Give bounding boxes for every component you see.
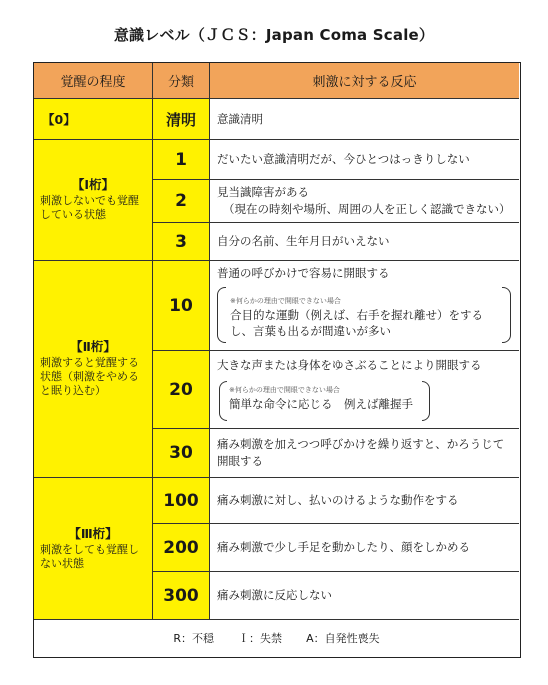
response-300 [210, 572, 519, 620]
group-2-title: 【Ⅱ桁】 [70, 339, 116, 354]
score-100: 100 [153, 478, 210, 524]
score-20: 20 [153, 351, 210, 429]
exception-note: ※何らかの理由で開眼できない場合 [229, 386, 340, 394]
response-100 [210, 478, 519, 524]
response-200 [210, 524, 519, 572]
group-2-label [34, 261, 153, 478]
group-1-title: 【Ⅰ桁】 [71, 177, 115, 192]
group-0-label: 【0】 [34, 99, 153, 140]
response-text: 痛み刺激を加えつつ呼びかけを繰り返すと、かろうじて開眼する [217, 437, 505, 468]
left-bracket [217, 287, 226, 343]
legend-apallic: A：自発性喪失 [306, 632, 380, 645]
group-3-desc: 刺激をしても覚醒しない状態 [40, 542, 139, 570]
score-3: 3 [153, 223, 210, 261]
score-10: 10 [153, 261, 210, 351]
response-text: 痛み刺激で少し手足を動かしたり、顔をしかめる [217, 540, 470, 554]
group-1-desc: 刺激しないでも覚醒している状態 [40, 194, 139, 221]
group-1-label [34, 140, 153, 261]
response-text: 痛み刺激に反応しない [217, 588, 332, 602]
response-text: 自分の名前、生年月日がいえない [217, 234, 390, 248]
legend-incontinence: Ｉ：失禁 [238, 632, 283, 645]
response-30 [210, 429, 519, 478]
right-bracket [422, 381, 430, 421]
response-3 [210, 223, 519, 261]
exception-note: ※何らかの理由で開眼できない場合 [230, 297, 341, 305]
response-subtext: （現在の時刻や場所、周囲の人を正しく認識できない） [223, 202, 511, 216]
score-30: 30 [153, 429, 210, 478]
score-2: 2 [153, 180, 210, 223]
response-2 [210, 180, 519, 223]
group-2-desc: 刺激すると覚醒する状態（刺激をやめると眠り込む） [40, 356, 139, 397]
page-title: 意識レベル（ＪＣＳ：Japan Coma Scale） [113, 26, 435, 44]
response-text: 痛み刺激に対し、払いのけるような動作をする [217, 493, 459, 507]
response-clear [210, 99, 519, 140]
response-text: だいたい意識清明だが、今ひとつはっきりしない [217, 152, 470, 166]
response-text: 普通の呼びかけで容易に開眼する [217, 266, 390, 280]
response-20 [210, 351, 519, 429]
response-10 [210, 261, 519, 351]
score-200: 200 [153, 524, 210, 572]
score-300: 300 [153, 572, 210, 620]
group-3-label [34, 478, 153, 620]
legend-restless: R：不穏 [173, 632, 215, 645]
right-bracket [502, 287, 511, 343]
jcs-table [33, 62, 521, 658]
response-text: 意識清明 [217, 111, 263, 126]
response-text: 見当識障害がある [217, 185, 309, 199]
group-3-title: 【Ⅲ桁】 [68, 525, 118, 541]
left-bracket [219, 381, 227, 421]
header-awakening: 覚醒の程度 [34, 63, 153, 99]
legend [34, 620, 519, 656]
alternate-response: 簡単な命令に応じる 例えば離握手 [229, 397, 413, 411]
response-1 [210, 140, 519, 180]
score-1: 1 [153, 140, 210, 180]
alternate-response: 合目的な運動（例えば、右手を握れ離せ）をするし、言葉も出るが間違いが多い [230, 308, 483, 338]
header-response: 刺激に対する反応 [210, 63, 519, 99]
header-score: 分類 [153, 63, 210, 99]
score-clear: 清明 [153, 99, 210, 140]
response-text: 大きな声または身体をゆさぶることにより開眼する [217, 358, 482, 372]
